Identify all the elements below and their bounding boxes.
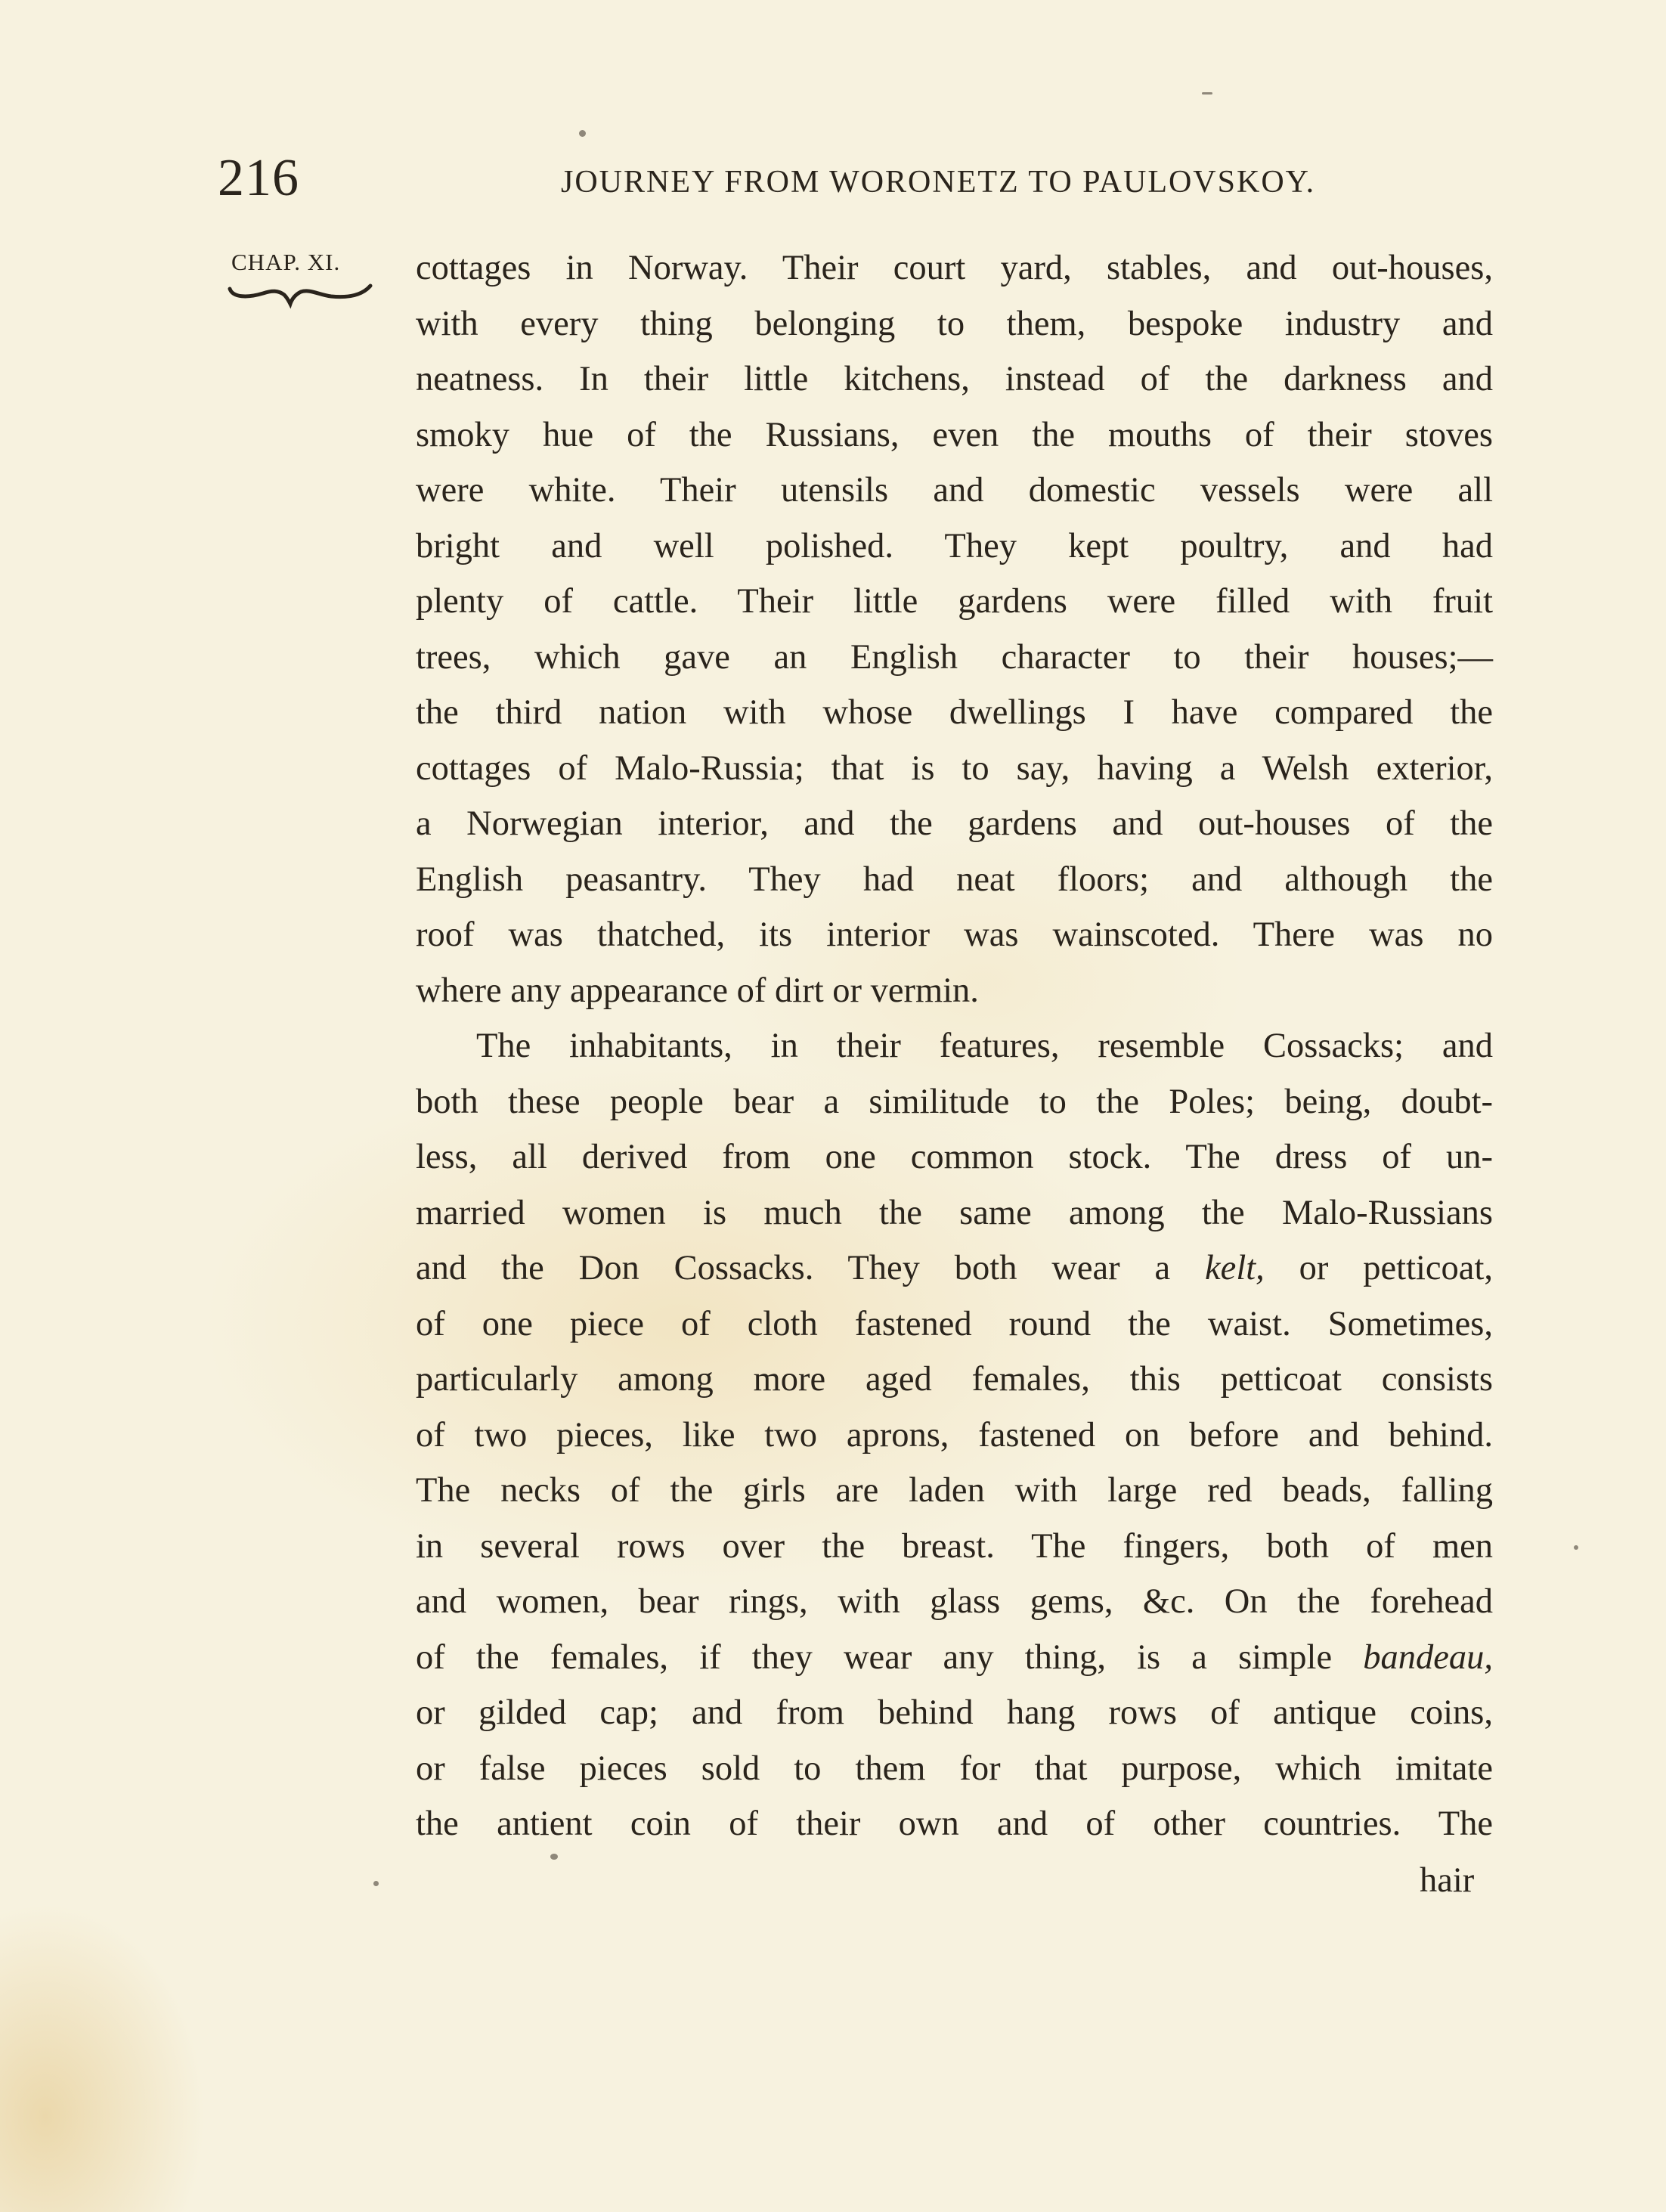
text-line: of two pieces, like two aprons, fastened on before and behind.: [416, 1415, 1493, 1455]
text-line: smoky hue of the Russians, even the mouths of their stoves: [416, 415, 1493, 454]
text-line: plenty of cattle. Their little gardens were filled with fruit: [416, 582, 1493, 621]
text-line: in several rows over the breast. The fingers, both of men: [416, 1526, 1493, 1566]
text-segment: and the Don Cossacks. They both wear a: [416, 1249, 1171, 1287]
paper-speck: [550, 1854, 558, 1860]
text-line: roof was thatched, its interior was wainscoted. There was no: [416, 915, 1493, 954]
text-line: particularly among more aged females, this petticoat consists: [416, 1360, 1493, 1399]
paper-speck: [579, 130, 586, 137]
italic-term: kelt,: [1205, 1249, 1265, 1287]
italic-term: bandeau,: [1363, 1637, 1493, 1677]
text-line: and women, bear rings, with glass gems, &c. On the forehead: [416, 1582, 1493, 1621]
text-line: of one piece of cloth fastened round the waist. Sometimes,: [416, 1304, 1493, 1343]
text-line: cottages in Norway. Their court yard, stables, and out-houses,: [416, 249, 1493, 287]
text-line: or gilded cap; and from behind hang rows of antique coins,: [416, 1693, 1493, 1732]
text-line: were white. Their utensils and domestic vessels were all: [416, 471, 1493, 510]
text-line: or false pieces sold to them for that purpose, which imitate: [416, 1749, 1493, 1788]
chapter-flourish-ornament-icon: [225, 281, 376, 311]
chapter-label: CHAP. XI.: [231, 249, 341, 275]
text-line: trees, which gave an English character to their houses;—: [416, 637, 1493, 677]
text-line: both these people bear a similitude to the Poles; being, doubt-: [416, 1082, 1493, 1121]
page-number: 216: [218, 149, 299, 207]
text-line: less, all derived from one common stock. The dress of un-: [416, 1138, 1493, 1176]
text-line: cottages of Malo-Russia; that is to say, having a Welsh exterior,: [416, 748, 1493, 788]
catchword: hair: [1420, 1861, 1475, 1900]
text-line: with every thing belonging to them, bespoke industry and: [416, 304, 1493, 343]
paper-speck: [1202, 92, 1212, 94]
paper-speck: [1574, 1545, 1578, 1550]
text-line: the third nation with whose dwellings I have compared the: [416, 693, 1493, 732]
text-line: the antient coin of their own and of other countries. The: [416, 1805, 1493, 1843]
body-text: [416, 240, 1493, 1852]
text-line: where any appearance of dirt or vermin.: [416, 971, 979, 1010]
text-line: a Norwegian interior, and the gardens and out-houses of the: [416, 804, 1493, 843]
running-title: JOURNEY FROM WORONETZ TO PAULOVSKOY.: [561, 165, 1316, 200]
text-line: bright and well polished. They kept poultry, and had: [416, 526, 1493, 565]
text-line: English peasantry. They had neat floors; and although the: [416, 860, 1493, 899]
text-line: married women is much the same among the Malo-Russians: [416, 1193, 1493, 1232]
text-segment: of the females, if they wear any thing, is a simple: [416, 1637, 1333, 1677]
paper-speck: [373, 1881, 379, 1886]
text-line: [416, 1241, 1493, 1297]
text-line: [416, 1630, 1493, 1686]
text-segment: or petticoat,: [1299, 1249, 1493, 1287]
text-line: The inhabitants, in their features, resemble Cossacks; and: [476, 1027, 1493, 1065]
text-line: neatness. In their little kitchens, instead of the darkness and: [416, 360, 1493, 398]
text-line: The necks of the girls are laden with large red beads, falling: [416, 1471, 1493, 1510]
